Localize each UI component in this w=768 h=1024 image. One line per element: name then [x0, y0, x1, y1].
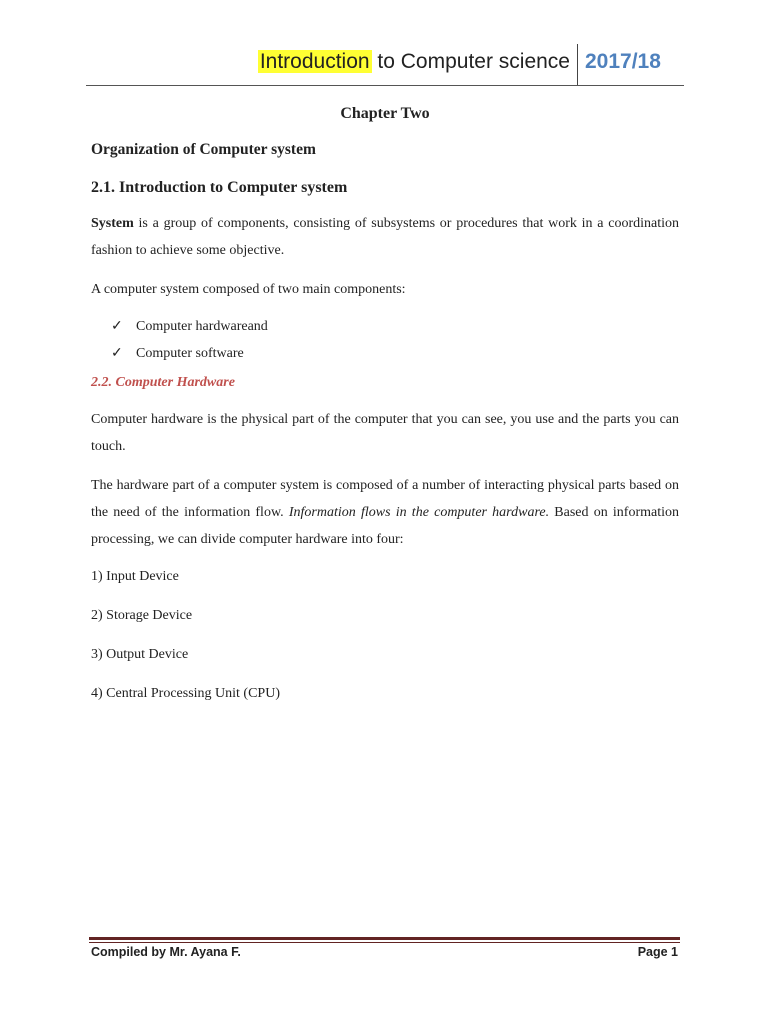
list-item: 1) Input Device [91, 569, 179, 584]
list-item: 3) Output Device [91, 647, 189, 662]
header-title-rest: to Computer science [371, 50, 570, 73]
component-label: Computer software [136, 346, 244, 361]
subsection-heading: 2.1. Introduction to Computer system [91, 179, 348, 196]
footer-page-number: Page 1 [637, 945, 678, 959]
list-item [111, 340, 679, 367]
chapter-title: Chapter Two [340, 105, 430, 122]
components-intro: A computer system composed of two main components: [91, 282, 406, 297]
footer-rule-thick [89, 937, 680, 940]
system-definition: is a group of components, consisting of subsystems or procedures that work in a coordination fashion to achieve some objective. [91, 216, 679, 258]
list-item [111, 313, 679, 340]
device-list [91, 557, 679, 713]
header-title-highlight: Introduction [259, 50, 370, 73]
check-icon: ✓ [111, 346, 123, 361]
check-icon: ✓ [111, 319, 123, 334]
section-heading: Organization of Computer system [91, 141, 316, 158]
system-definition-paragraph [91, 210, 679, 264]
footer-rule-thin [89, 942, 680, 943]
header-rule [86, 85, 684, 86]
hardware-heading: 2.2. Computer Hardware [91, 375, 235, 390]
hardware-para2-start: The hardware part of a computer system is composed of a number of interacting physical parts based on the need of the information flow. [91, 478, 679, 520]
system-term: System [91, 216, 134, 231]
hardware-paragraph-2 [91, 472, 679, 553]
header-year: 2017/18 [585, 50, 661, 73]
footer-author: Compiled by Mr. Ayana F. [91, 945, 241, 959]
hardware-paragraph-1: Computer hardware is the physical part of the computer that you can see, you use and the parts you can touch. [91, 412, 679, 454]
page-content [91, 100, 679, 713]
component-label: Computer hardwareand [136, 319, 268, 334]
hardware-para2-italic: Information flows in the computer hardware. [288, 505, 550, 520]
hardware-para2-end: Based on information processing, we can divide computer hardware into four: [91, 505, 680, 547]
list-item: 4) Central Processing Unit (CPU) [91, 686, 280, 701]
header-separator [577, 44, 578, 86]
list-item: 2) Storage Device [91, 608, 193, 623]
components-list [91, 313, 679, 367]
header-title [258, 50, 570, 74]
page-header [86, 44, 684, 86]
